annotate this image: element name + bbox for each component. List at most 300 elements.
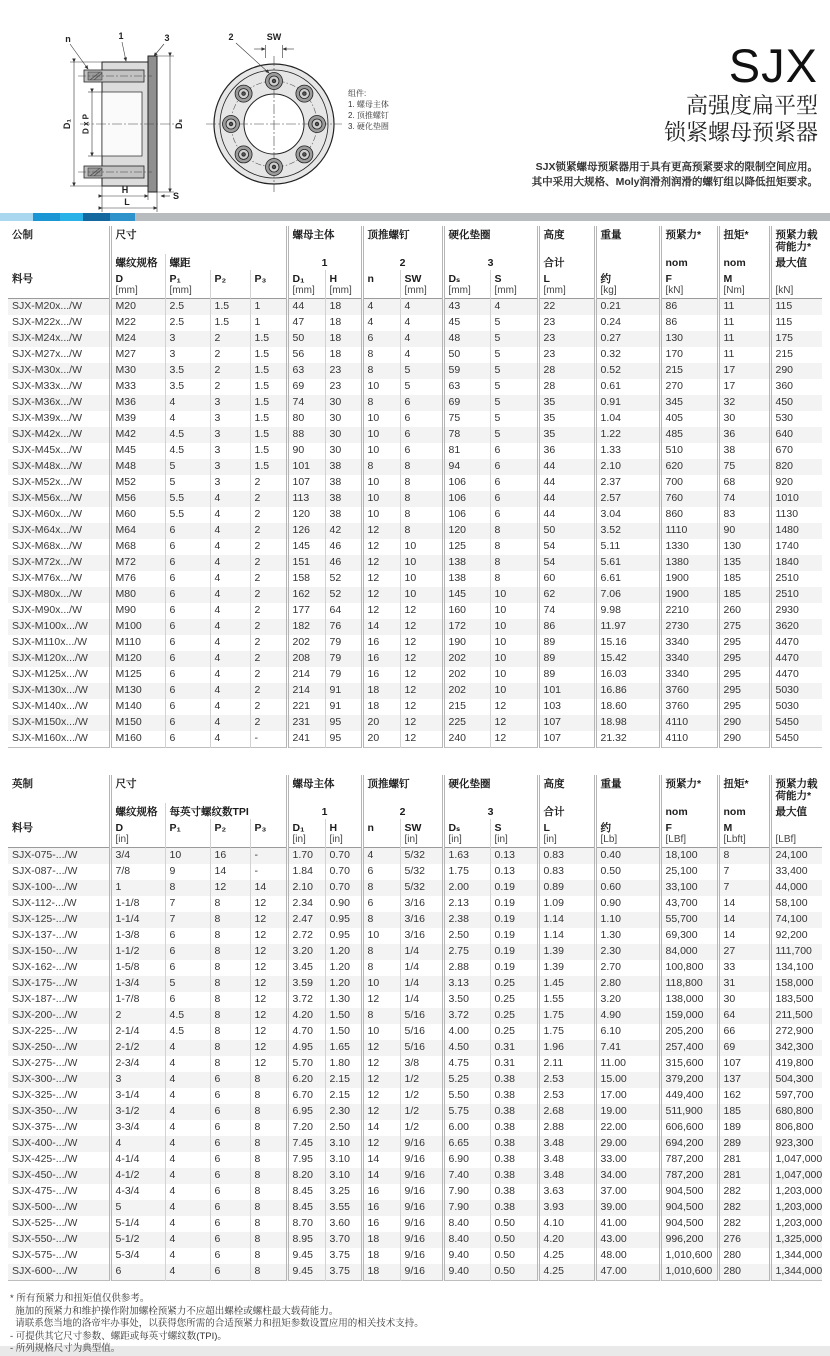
value-cell: 28 xyxy=(538,379,595,395)
value-cell: 2 xyxy=(250,555,287,571)
value-cell: 4 xyxy=(165,1088,210,1104)
value-cell: 8 xyxy=(210,992,250,1008)
value-cell: 10 xyxy=(362,491,400,507)
value-cell: 1.5 xyxy=(250,331,287,347)
part-number-cell: SJX-250-.../W xyxy=(12,1041,78,1053)
col-header-P₃: P₃ xyxy=(250,270,287,299)
title-block xyxy=(532,40,818,190)
value-cell: 640 xyxy=(770,427,822,443)
value-cell: 1.33 xyxy=(595,443,660,459)
value-cell: 2 xyxy=(250,619,287,635)
value-cell: 2.88 xyxy=(538,1120,595,1136)
value-cell: 0.90 xyxy=(595,896,660,912)
value-cell: 16 xyxy=(362,635,400,651)
value-cell: M33 xyxy=(110,379,165,395)
value-cell: 272,900 xyxy=(770,1024,822,1040)
value-cell: 0.38 xyxy=(490,1168,538,1184)
group-header-预紧力*: 预紧力* xyxy=(660,775,718,803)
value-cell: 1.20 xyxy=(325,944,362,960)
value-cell: 6 xyxy=(165,731,210,748)
value-cell: 806,800 xyxy=(770,1120,822,1136)
col-header-D: D [mm] xyxy=(110,270,165,299)
value-cell: 6 xyxy=(165,928,210,944)
value-cell: 2.53 xyxy=(538,1088,595,1104)
value-cell: 158,000 xyxy=(770,976,822,992)
value-cell: M45 xyxy=(110,443,165,459)
dim-label-sw: SW xyxy=(266,32,282,42)
value-cell: M90 xyxy=(110,603,165,619)
value-cell: 4 xyxy=(210,587,250,603)
group-header-硬化垫圈: 硬化垫圈 xyxy=(443,775,538,803)
value-cell: 9.98 xyxy=(595,603,660,619)
value-cell: 202 xyxy=(287,635,325,651)
value-cell: 29.00 xyxy=(595,1136,660,1152)
value-cell: 904,500 xyxy=(660,1216,718,1232)
part-number-cell: SJX-M64x.../W xyxy=(12,524,83,536)
value-cell: 8 xyxy=(250,1104,287,1120)
value-cell: 5030 xyxy=(770,683,822,699)
col-header-L: L [mm] xyxy=(538,270,595,299)
value-cell: 3.75 xyxy=(325,1248,362,1264)
value-cell: 83 xyxy=(718,507,770,523)
value-cell: 50 xyxy=(443,347,490,363)
set-screw-icon xyxy=(242,92,246,96)
value-cell: 1/2 xyxy=(400,1072,443,1088)
table-row xyxy=(8,603,822,619)
table-row xyxy=(8,992,822,1008)
value-cell: 2.5 xyxy=(165,299,210,316)
value-cell: 3.55 xyxy=(325,1200,362,1216)
table-row xyxy=(8,363,822,379)
value-cell: 3.25 xyxy=(325,1184,362,1200)
value-cell: 5/16 xyxy=(400,1008,443,1024)
part-number-cell: SJX-M33x.../W xyxy=(12,380,83,392)
value-cell: 202 xyxy=(443,667,490,683)
value-cell: M150 xyxy=(110,715,165,731)
value-cell: 7 xyxy=(165,896,210,912)
value-cell: 30 xyxy=(325,395,362,411)
value-cell: 3-1/2 xyxy=(110,1104,165,1120)
value-cell: 1.75 xyxy=(538,1008,595,1024)
value-cell: 33,100 xyxy=(660,880,718,896)
group-header-重量: 重量 xyxy=(595,775,660,803)
value-cell: 7.40 xyxy=(443,1168,490,1184)
value-cell: 16 xyxy=(362,1184,400,1200)
value-cell: 42 xyxy=(325,523,362,539)
part-number-cell: SJX-M100x.../W xyxy=(12,620,88,632)
value-cell: 8 xyxy=(400,507,443,523)
group-header-扭矩*: 扭矩* xyxy=(718,775,770,803)
value-cell: 75 xyxy=(718,459,770,475)
value-cell: 1380 xyxy=(660,555,718,571)
value-cell: 787,200 xyxy=(660,1152,718,1168)
value-cell: 6 xyxy=(165,555,210,571)
value-cell: 3 xyxy=(210,459,250,475)
value-cell: 5 xyxy=(490,315,538,331)
value-cell: 36 xyxy=(718,427,770,443)
col-header-Dₛ: Dₛ [mm] xyxy=(443,270,490,299)
value-cell: 0.60 xyxy=(595,880,660,896)
value-cell: 46 xyxy=(325,539,362,555)
value-cell: 8 xyxy=(362,960,400,976)
value-cell: M110 xyxy=(110,635,165,651)
part-number-cell: SJX-M110x.../W xyxy=(12,636,88,648)
value-cell: 120 xyxy=(287,507,325,523)
value-cell: 2.72 xyxy=(287,928,325,944)
value-cell: 2 xyxy=(210,347,250,363)
table-row xyxy=(8,475,822,491)
value-cell: 12 xyxy=(362,587,400,603)
col-header-n: n xyxy=(362,819,400,848)
value-cell: 1/2 xyxy=(400,1120,443,1136)
sub-header-最大值: 最大值 xyxy=(770,254,822,270)
value-cell: 55,700 xyxy=(660,912,718,928)
value-cell: 175 xyxy=(770,331,822,347)
sub-header-3: 3 xyxy=(443,803,538,819)
value-cell: 6 xyxy=(165,635,210,651)
footnotes xyxy=(0,1281,830,1356)
value-cell: 504,300 xyxy=(770,1072,822,1088)
value-cell: 107 xyxy=(538,715,595,731)
value-cell: 2 xyxy=(250,539,287,555)
sub-header-螺距: 螺距 xyxy=(165,254,287,270)
value-cell: 8 xyxy=(362,880,400,896)
value-cell: 2 xyxy=(250,523,287,539)
part-number-cell: SJX-450-.../W xyxy=(12,1169,78,1181)
value-cell: 4470 xyxy=(770,667,822,683)
value-cell: 189 xyxy=(718,1120,770,1136)
value-cell: 2.34 xyxy=(287,896,325,912)
value-cell: 162 xyxy=(718,1088,770,1104)
value-cell: 6.65 xyxy=(443,1136,490,1152)
value-cell: 185 xyxy=(718,587,770,603)
value-cell: 31 xyxy=(718,976,770,992)
value-cell: 8 xyxy=(210,1024,250,1040)
value-cell: 12 xyxy=(362,1088,400,1104)
value-cell: 4 xyxy=(210,651,250,667)
table-row xyxy=(8,1136,822,1152)
value-cell: - xyxy=(250,848,287,865)
value-cell: 101 xyxy=(287,459,325,475)
value-cell: 1.96 xyxy=(538,1040,595,1056)
value-cell: 25,100 xyxy=(660,864,718,880)
value-cell: 4 xyxy=(165,1104,210,1120)
value-cell: 138,000 xyxy=(660,992,718,1008)
value-cell: 920 xyxy=(770,475,822,491)
table-row xyxy=(8,880,822,896)
value-cell: 8 xyxy=(210,1040,250,1056)
value-cell: 208 xyxy=(287,651,325,667)
value-cell: 8 xyxy=(210,1008,250,1024)
value-cell: 107 xyxy=(718,1056,770,1072)
table-row xyxy=(8,587,822,603)
col-header-约: 约 [Lb] xyxy=(595,819,660,848)
value-cell: 1.55 xyxy=(538,992,595,1008)
value-cell: 54 xyxy=(538,539,595,555)
value-cell: 4.20 xyxy=(287,1008,325,1024)
value-cell: 2.53 xyxy=(538,1072,595,1088)
value-cell: 3.59 xyxy=(287,976,325,992)
value-cell: 9/16 xyxy=(400,1248,443,1264)
value-cell: 16 xyxy=(210,848,250,865)
dim-label-s: S xyxy=(172,191,180,201)
group-header-公制: 公制 xyxy=(12,229,33,241)
value-cell: 215 xyxy=(443,699,490,715)
value-cell: 5 xyxy=(165,459,210,475)
value-cell: 3760 xyxy=(660,683,718,699)
value-cell: 1110 xyxy=(660,523,718,539)
value-cell: 3 xyxy=(165,331,210,347)
value-cell: 6.95 xyxy=(287,1104,325,1120)
value-cell: 6 xyxy=(400,395,443,411)
value-cell: 8 xyxy=(210,1056,250,1072)
value-cell: 1.5 xyxy=(210,315,250,331)
col-header-P₂: P₂ xyxy=(210,270,250,299)
value-cell: 8 xyxy=(210,944,250,960)
value-cell: 3 xyxy=(165,347,210,363)
value-cell: 510 xyxy=(660,443,718,459)
value-cell: 138 xyxy=(443,571,490,587)
value-cell: 52 xyxy=(325,587,362,603)
dim-label-ds: Dₛ xyxy=(174,119,184,129)
value-cell: 8 xyxy=(250,1152,287,1168)
value-cell: 151 xyxy=(287,555,325,571)
col-header-P₁: P₁ [mm] xyxy=(165,270,210,299)
value-cell: 4 xyxy=(210,731,250,748)
value-cell: 38 xyxy=(718,443,770,459)
part-number-cell: SJX-087-.../W xyxy=(12,865,78,877)
value-cell: 1.50 xyxy=(325,1008,362,1024)
value-cell: 4 xyxy=(400,315,443,331)
table-row xyxy=(8,427,822,443)
value-cell: 9/16 xyxy=(400,1264,443,1281)
value-cell: 4-1/2 xyxy=(110,1168,165,1184)
value-cell: 760 xyxy=(660,491,718,507)
value-cell: 1740 xyxy=(770,539,822,555)
table-row xyxy=(8,1216,822,1232)
value-cell: 231 xyxy=(287,715,325,731)
value-cell: 14 xyxy=(362,619,400,635)
value-cell: 2 xyxy=(250,475,287,491)
value-cell: 8 xyxy=(250,1072,287,1088)
part-number-cell: SJX-162-.../W xyxy=(12,961,78,973)
value-cell: 1-1/8 xyxy=(110,896,165,912)
value-cell: 8.20 xyxy=(287,1168,325,1184)
value-cell: 69 xyxy=(718,1040,770,1056)
footnote-line-4: - 可提供其它尺寸参数、螺距或每英寸螺纹数(TPI)。 xyxy=(10,1330,227,1342)
value-cell: 60 xyxy=(538,571,595,587)
value-cell: 0.95 xyxy=(325,912,362,928)
value-cell: 3 xyxy=(210,475,250,491)
value-cell: 241 xyxy=(287,731,325,748)
value-cell: 1/4 xyxy=(400,992,443,1008)
value-cell: 0.38 xyxy=(490,1072,538,1088)
value-cell: 8 xyxy=(490,571,538,587)
value-cell: 162 xyxy=(287,587,325,603)
value-cell: 8 xyxy=(165,880,210,896)
value-cell: 8 xyxy=(362,912,400,928)
value-cell: 14 xyxy=(362,1152,400,1168)
part-number-cell: SJX-150-.../W xyxy=(12,945,78,957)
value-cell: 66 xyxy=(718,1024,770,1040)
sub-header-1: 1 xyxy=(287,254,362,270)
value-cell: 295 xyxy=(718,667,770,683)
value-cell: 36 xyxy=(538,443,595,459)
value-cell: 5.5 xyxy=(165,507,210,523)
value-cell: 7.06 xyxy=(595,587,660,603)
value-cell: 1.14 xyxy=(538,928,595,944)
table-row xyxy=(8,944,822,960)
value-cell: 4110 xyxy=(660,731,718,748)
table-row xyxy=(8,976,822,992)
value-cell: 11 xyxy=(718,299,770,316)
value-cell: 2.37 xyxy=(595,475,660,491)
value-cell: 4 xyxy=(165,1072,210,1088)
value-cell: 0.24 xyxy=(595,315,660,331)
table-row xyxy=(8,459,822,475)
value-cell: 2 xyxy=(250,571,287,587)
value-cell: M72 xyxy=(110,555,165,571)
value-cell: 2.10 xyxy=(287,880,325,896)
value-cell: 89 xyxy=(538,667,595,683)
value-cell: 126 xyxy=(287,523,325,539)
value-cell: 8 xyxy=(250,1200,287,1216)
value-cell: 0.38 xyxy=(490,1200,538,1216)
value-cell: 2.30 xyxy=(595,944,660,960)
value-cell: 0.38 xyxy=(490,1104,538,1120)
value-cell: 44 xyxy=(538,475,595,491)
value-cell: 2.38 xyxy=(443,912,490,928)
value-cell: 4 xyxy=(165,1120,210,1136)
value-cell: M60 xyxy=(110,507,165,523)
value-cell: 91 xyxy=(325,683,362,699)
value-cell: 1010 xyxy=(770,491,822,507)
value-cell: 700 xyxy=(660,475,718,491)
value-cell: 135 xyxy=(718,555,770,571)
value-cell: 12 xyxy=(362,539,400,555)
value-cell: 74,100 xyxy=(770,912,822,928)
value-cell: 1900 xyxy=(660,571,718,587)
value-cell: 38 xyxy=(325,475,362,491)
value-cell: 33 xyxy=(718,960,770,976)
table-row xyxy=(8,1008,822,1024)
value-cell: 9/16 xyxy=(400,1168,443,1184)
value-cell: 0.70 xyxy=(325,848,362,865)
value-cell: 1/2 xyxy=(400,1104,443,1120)
table-row xyxy=(8,683,822,699)
col-header-H: H [in] xyxy=(325,819,362,848)
value-cell: 1 xyxy=(110,880,165,896)
value-cell: 18 xyxy=(362,699,400,715)
value-cell: 7.90 xyxy=(443,1184,490,1200)
table-row xyxy=(8,619,822,635)
value-cell: 32 xyxy=(718,395,770,411)
value-cell: M30 xyxy=(110,363,165,379)
value-cell: 12 xyxy=(250,992,287,1008)
value-cell: 145 xyxy=(287,539,325,555)
value-cell: 2-1/4 xyxy=(110,1024,165,1040)
value-cell: 12 xyxy=(400,667,443,683)
sub-header-blank xyxy=(595,254,660,270)
value-cell: 5/32 xyxy=(400,864,443,880)
value-cell: 6 xyxy=(210,1168,250,1184)
label-n: n xyxy=(65,34,71,44)
value-cell: 8 xyxy=(250,1168,287,1184)
value-cell: 4 xyxy=(165,395,210,411)
value-cell: 14 xyxy=(718,912,770,928)
part-number-cell: SJX-225-.../W xyxy=(12,1025,78,1037)
value-cell: 2.47 xyxy=(287,912,325,928)
col-header-料号: 料号 xyxy=(12,822,33,834)
value-cell: 214 xyxy=(287,683,325,699)
value-cell: 1-1/2 xyxy=(110,944,165,960)
value-cell: 12 xyxy=(210,880,250,896)
value-cell: 23 xyxy=(538,315,595,331)
value-cell: 5-1/4 xyxy=(110,1216,165,1232)
value-cell: 1840 xyxy=(770,555,822,571)
col-header-S: S [mm] xyxy=(490,270,538,299)
value-cell: 1.5 xyxy=(250,395,287,411)
value-cell: 4 xyxy=(210,507,250,523)
value-cell: 89 xyxy=(538,651,595,667)
value-cell: 2.00 xyxy=(443,880,490,896)
value-cell: 6 xyxy=(165,699,210,715)
value-cell: 7 xyxy=(718,880,770,896)
part-number-cell: SJX-M45x.../W xyxy=(12,444,83,456)
value-cell: 4.5 xyxy=(165,427,210,443)
value-cell: 8 xyxy=(362,347,400,363)
value-cell: 0.19 xyxy=(490,928,538,944)
value-cell: 0.32 xyxy=(595,347,660,363)
value-cell: 12 xyxy=(362,1072,400,1088)
value-cell: 0.91 xyxy=(595,395,660,411)
value-cell: 6 xyxy=(210,1120,250,1136)
sub-header-blank xyxy=(8,803,110,819)
part-number-cell: SJX-M52x.../W xyxy=(12,476,83,488)
part-number-cell: SJX-125-.../W xyxy=(12,913,78,925)
value-cell: 111,700 xyxy=(770,944,822,960)
value-cell: 12 xyxy=(250,960,287,976)
value-cell: 9/16 xyxy=(400,1232,443,1248)
dim-label-h: H xyxy=(121,185,129,195)
value-cell: 8 xyxy=(490,523,538,539)
parts-legend xyxy=(348,88,389,132)
value-cell: 18 xyxy=(362,1232,400,1248)
value-cell: 4 xyxy=(165,1056,210,1072)
value-cell: 47.00 xyxy=(595,1264,660,1281)
value-cell: 24,100 xyxy=(770,848,822,865)
value-cell: 6 xyxy=(210,1136,250,1152)
value-cell: 4 xyxy=(165,411,210,427)
value-cell: 10 xyxy=(362,379,400,395)
value-cell: 6 xyxy=(210,1200,250,1216)
value-cell: 134,100 xyxy=(770,960,822,976)
value-cell: 4-3/4 xyxy=(110,1184,165,1200)
part-number-cell: SJX-M20x.../W xyxy=(12,300,83,312)
value-cell: 1.70 xyxy=(287,848,325,865)
value-cell: 17.00 xyxy=(595,1088,660,1104)
value-cell: 1.09 xyxy=(538,896,595,912)
value-cell: 10 xyxy=(490,651,538,667)
footnote-line-5: - 所列规格尺寸为典型值。 xyxy=(10,1343,121,1354)
value-cell: M100 xyxy=(110,619,165,635)
value-cell: 6 xyxy=(490,443,538,459)
value-cell: 158 xyxy=(287,571,325,587)
value-cell: 6 xyxy=(165,539,210,555)
value-cell: 8 xyxy=(210,976,250,992)
value-cell: 0.38 xyxy=(490,1136,538,1152)
value-cell: 15.16 xyxy=(595,635,660,651)
